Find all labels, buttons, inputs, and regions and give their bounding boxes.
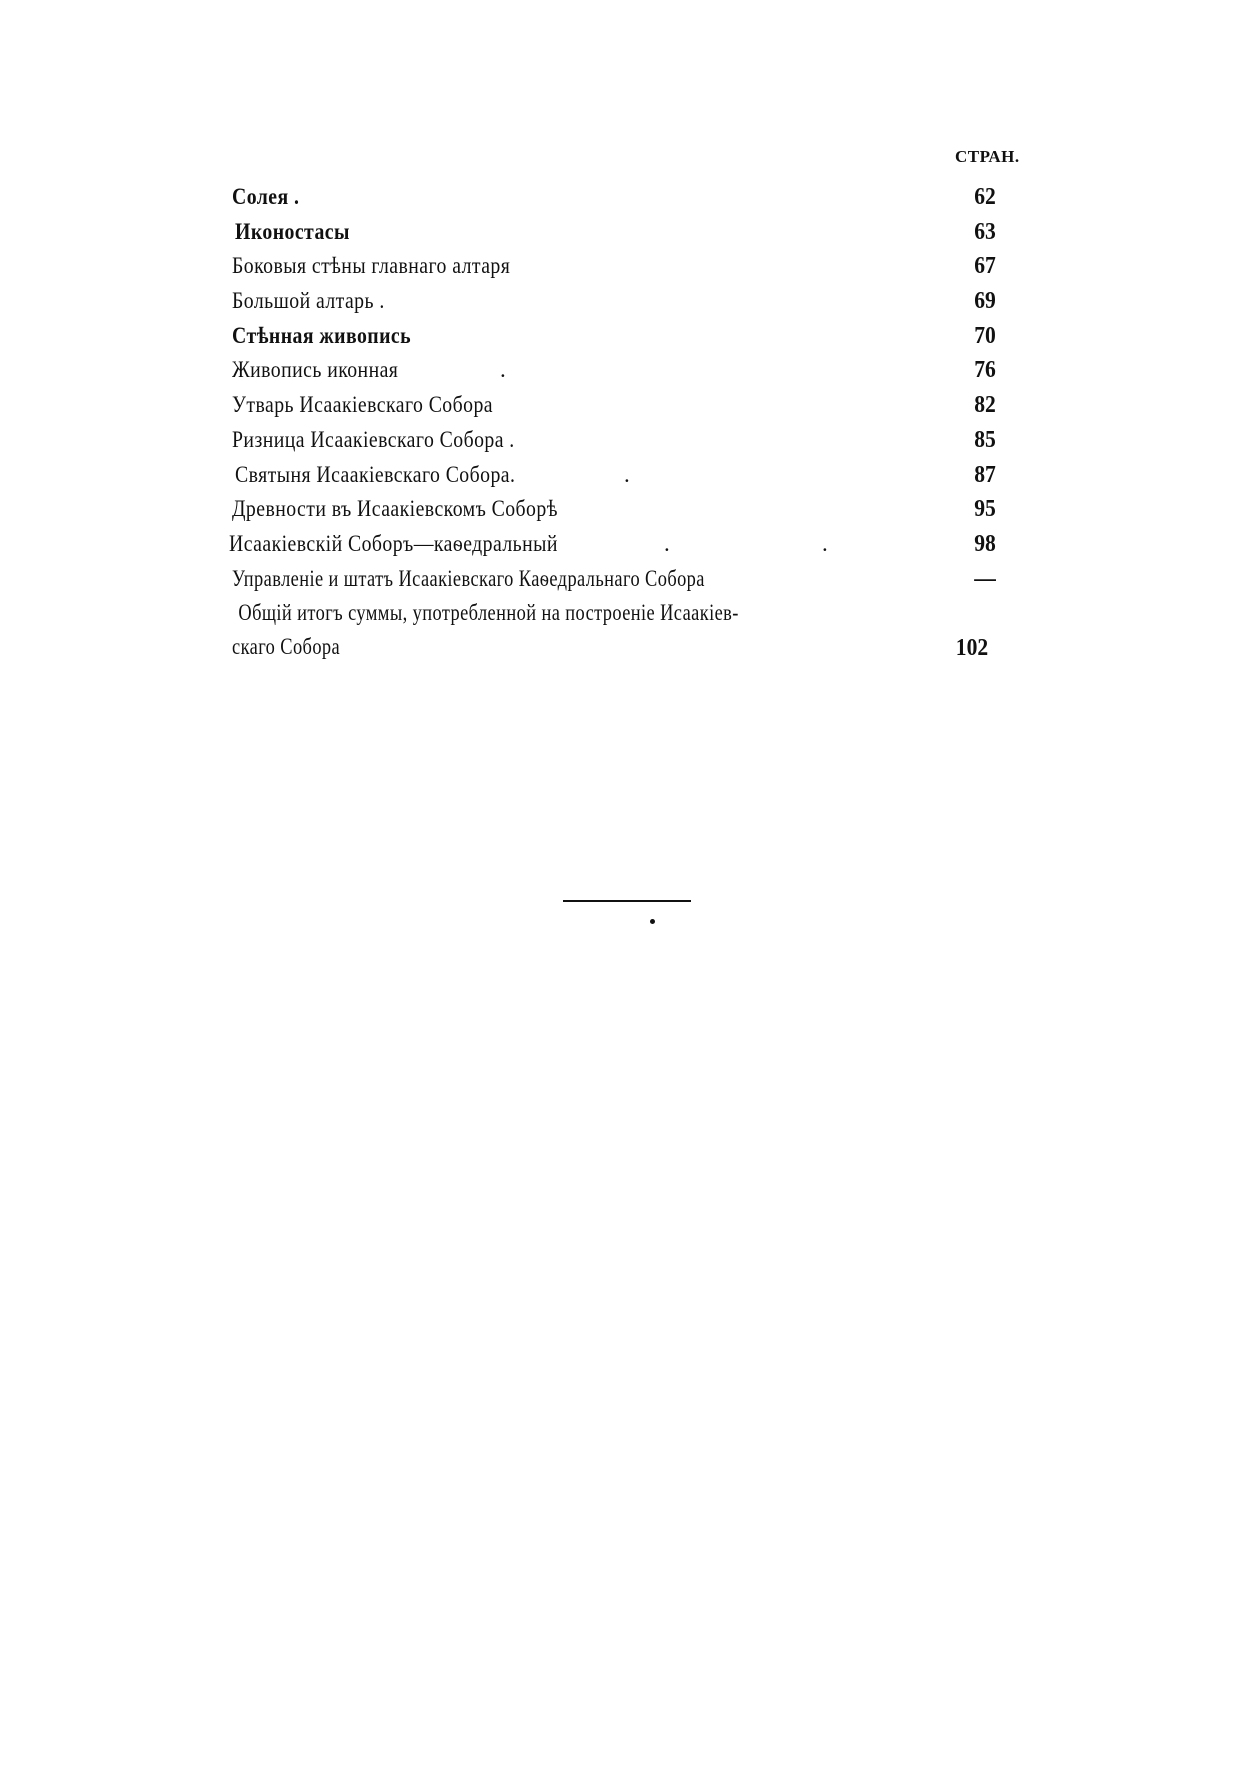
table-of-contents xyxy=(229,180,1032,666)
toc-entry-title: Иконостасы xyxy=(235,218,350,244)
toc-entry xyxy=(232,180,1032,215)
toc-entry-title: Боковыя стѣны главнаго алтаря xyxy=(232,253,511,279)
toc-entry xyxy=(229,527,1032,562)
toc-entry-page: 76 xyxy=(974,357,996,384)
toc-entry xyxy=(232,562,1032,597)
toc-leader-dot: . xyxy=(624,461,630,487)
toc-entry-title: Ризница Исаакіевскаго Собора . xyxy=(232,426,515,452)
section-end-dot xyxy=(650,919,655,924)
toc-entry xyxy=(232,492,1032,527)
toc-entry xyxy=(232,458,1032,493)
toc-entry-title: Святыня Исаакіевскаго Собора. xyxy=(235,461,516,487)
toc-entry-page: — xyxy=(974,565,996,592)
toc-leader-dot: . xyxy=(822,530,828,556)
toc-entry xyxy=(232,319,1032,354)
toc-entry-page: 87 xyxy=(974,461,996,488)
section-end-rule xyxy=(563,900,691,902)
toc-entry-page: 102 xyxy=(955,635,989,662)
toc-entry xyxy=(232,353,1032,388)
toc-entry-title: Древности въ Исаакіевскомъ Соборѣ xyxy=(232,496,558,522)
toc-entry-title: Управленіе и штатъ Исаакіевскаго Каѳедральнаго Собора xyxy=(232,565,705,591)
toc-entry xyxy=(232,249,1032,284)
toc-entry xyxy=(232,215,1032,250)
toc-entry-title: Стѣнная живопись xyxy=(232,322,412,348)
toc-entry xyxy=(232,284,1032,319)
toc-entry-page: 82 xyxy=(974,392,996,419)
toc-entry xyxy=(232,423,1032,458)
toc-leader-dot: . xyxy=(664,530,670,556)
toc-entry-title: Солея . xyxy=(232,184,300,209)
toc-entry-title: Большой алтарь . xyxy=(232,288,385,314)
toc-entry-title-line1: Общій итогъ суммы, употребленной на построеніе Исаакіев- xyxy=(238,600,739,626)
toc-entry-title: Живопись иконная xyxy=(232,357,399,383)
toc-entry-page: 69 xyxy=(974,288,996,315)
toc-entry-title-line2: скаго Собора xyxy=(232,634,341,660)
toc-entry-title xyxy=(232,596,896,664)
toc-entry-page: 85 xyxy=(974,426,996,453)
toc-entry-title: Исаакіевскій Соборъ—каѳедральный xyxy=(229,530,558,556)
toc-entry-title: Утварь Исаакіевскаго Собора xyxy=(232,392,493,418)
toc-entry-page: 98 xyxy=(974,530,996,557)
toc-entry xyxy=(232,388,1032,423)
toc-entry-page: 62 xyxy=(974,184,996,210)
toc-entry-page: 95 xyxy=(974,496,996,523)
toc-entry-page: 63 xyxy=(974,218,996,245)
page-column-header: СТРАН. xyxy=(955,147,1020,166)
toc-leader-dot: . xyxy=(500,357,506,383)
toc-entry-page: 67 xyxy=(974,253,996,280)
toc-entry xyxy=(232,596,1032,666)
toc-entry-page: 70 xyxy=(974,322,996,349)
